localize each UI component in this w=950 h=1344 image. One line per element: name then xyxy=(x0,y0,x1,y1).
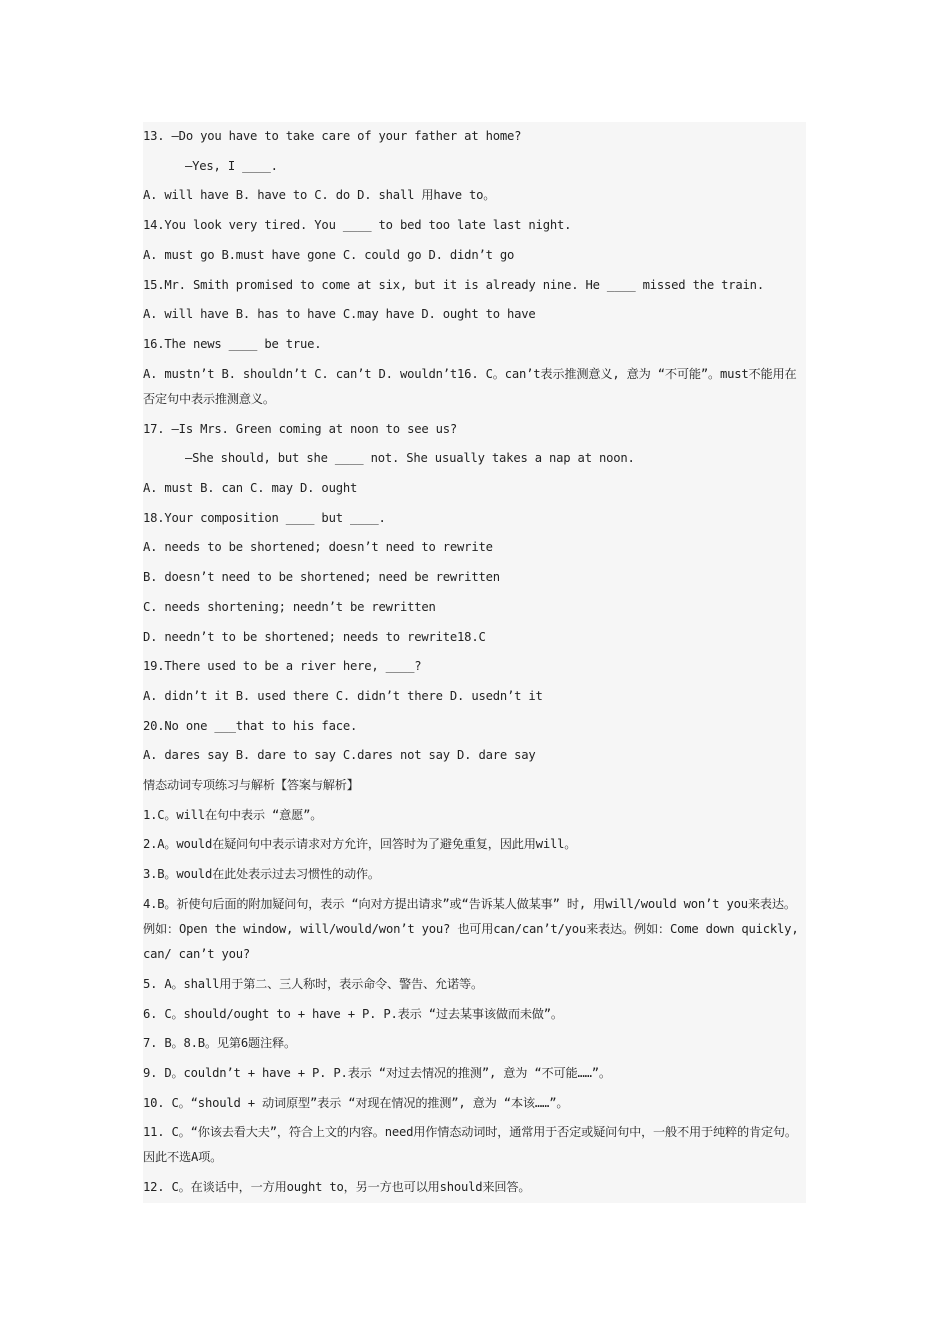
question-18-option-d: D. needn’t to be shortened; needs to rewrite18.C xyxy=(143,629,486,644)
question-13-reply: —Yes, I ____. xyxy=(185,158,278,173)
question-19: 19.There used to be a river here, ____? xyxy=(143,659,422,674)
question-17-reply: —She should, but she ____ not. She usually takes a nap at noon. xyxy=(185,451,635,466)
answer-9: 9. D。couldn’t + have + P. P.表示 “对过去情况的推测”, 意为 “不可能……”。 xyxy=(143,1065,611,1080)
question-20: 20.No one ___that to his face. xyxy=(143,718,358,733)
question-14: 14.You look very tired. You ____ to bed too late last night. xyxy=(143,218,572,233)
question-18-option-a: A. needs to be shortened; doesn’t need to rewrite xyxy=(143,540,493,555)
question-15: 15.Mr. Smith promised to come at six, but it is already nine. He ____ missed the train. xyxy=(143,277,764,292)
question-16: 16.The news ____ be true. xyxy=(143,336,322,351)
question-20-options: A. dares say B. dare to say C.dares not say D. dare say xyxy=(143,748,536,763)
question-13: 13. —Do you have to take care of your father at home? xyxy=(143,129,522,143)
question-19-options: A. didn’t it B. used there C. didn’t there D. usedn’t it xyxy=(143,688,543,703)
answers-heading: 情态动词专项练习与解析【答案与解析】 xyxy=(143,778,359,793)
question-13-options: A. will have B. have to C. do D. shall 用have to。 xyxy=(143,188,496,203)
answer-1: 1.C。will在句中表示 “意愿”。 xyxy=(143,807,323,822)
question-17-options: A. must B. can C. may D. ought xyxy=(143,481,358,496)
answer-5: 5. A。shall用于第二、三人称时，表示命令、警告、允诺等。 xyxy=(143,976,483,991)
answer-7-8: 7. B。8.B。见第6题注释。 xyxy=(143,1036,296,1051)
question-18-option-b: B. doesn’t need to be shortened; need be rewritten xyxy=(143,570,500,585)
document-content xyxy=(143,122,806,1203)
question-18: 18.Your composition ____ but ____. xyxy=(143,510,386,525)
question-15-options: A. will have B. has to have C.may have D. ought to have xyxy=(143,307,536,322)
answer-10: 10. C。“should + 动词原型”表示 “对现在情况的推测”, 意为 “本该……”。 xyxy=(143,1095,569,1110)
question-17: 17. —Is Mrs. Green coming at noon to see us? xyxy=(143,421,458,436)
question-16-options: A. mustn’t B. shouldn’t C. can’t D. wouldn’t16. C。can’t表示推测意义, 意为 “不可能”。must不能用在否定句中表示推测意义。 xyxy=(143,366,797,406)
answer-3: 3.B。would在此处表示过去习惯性的动作。 xyxy=(143,867,380,882)
question-18-option-c: C. needs shortening; needn’t be rewritten xyxy=(143,599,436,614)
answer-4: 4.B。祈使句后面的附加疑问句，表示 “向对方提出请求”或“告诉某人做某事” 时, 用will/would won’t you来表达。例如：Open the window, will/would/won’t you? 也可用can/can’t/you来表达。例如：Come down quickly, can/ can’t you? xyxy=(143,896,799,961)
answer-6: 6. C。should/ought to + have + P. P.表示 “过去某事该做而未做”。 xyxy=(143,1006,563,1021)
question-14-options: A. must go B.must have gone C. could go D. didn’t go xyxy=(143,247,515,262)
answer-11: 11. C。“你该去看大夫”，符合上文的内容。need用作情态动词时，通常用于否定或疑问句中，一般不用于纯粹的肯定句。因此不选A项。 xyxy=(143,1125,797,1165)
answer-12: 12. C。在谈话中，一方用ought to，另一方也可以用should来回答。 xyxy=(143,1180,531,1195)
answer-2: 2.A。would在疑问句中表示请求对方允许，回答时为了避免重复，因此用will。 xyxy=(143,837,577,852)
